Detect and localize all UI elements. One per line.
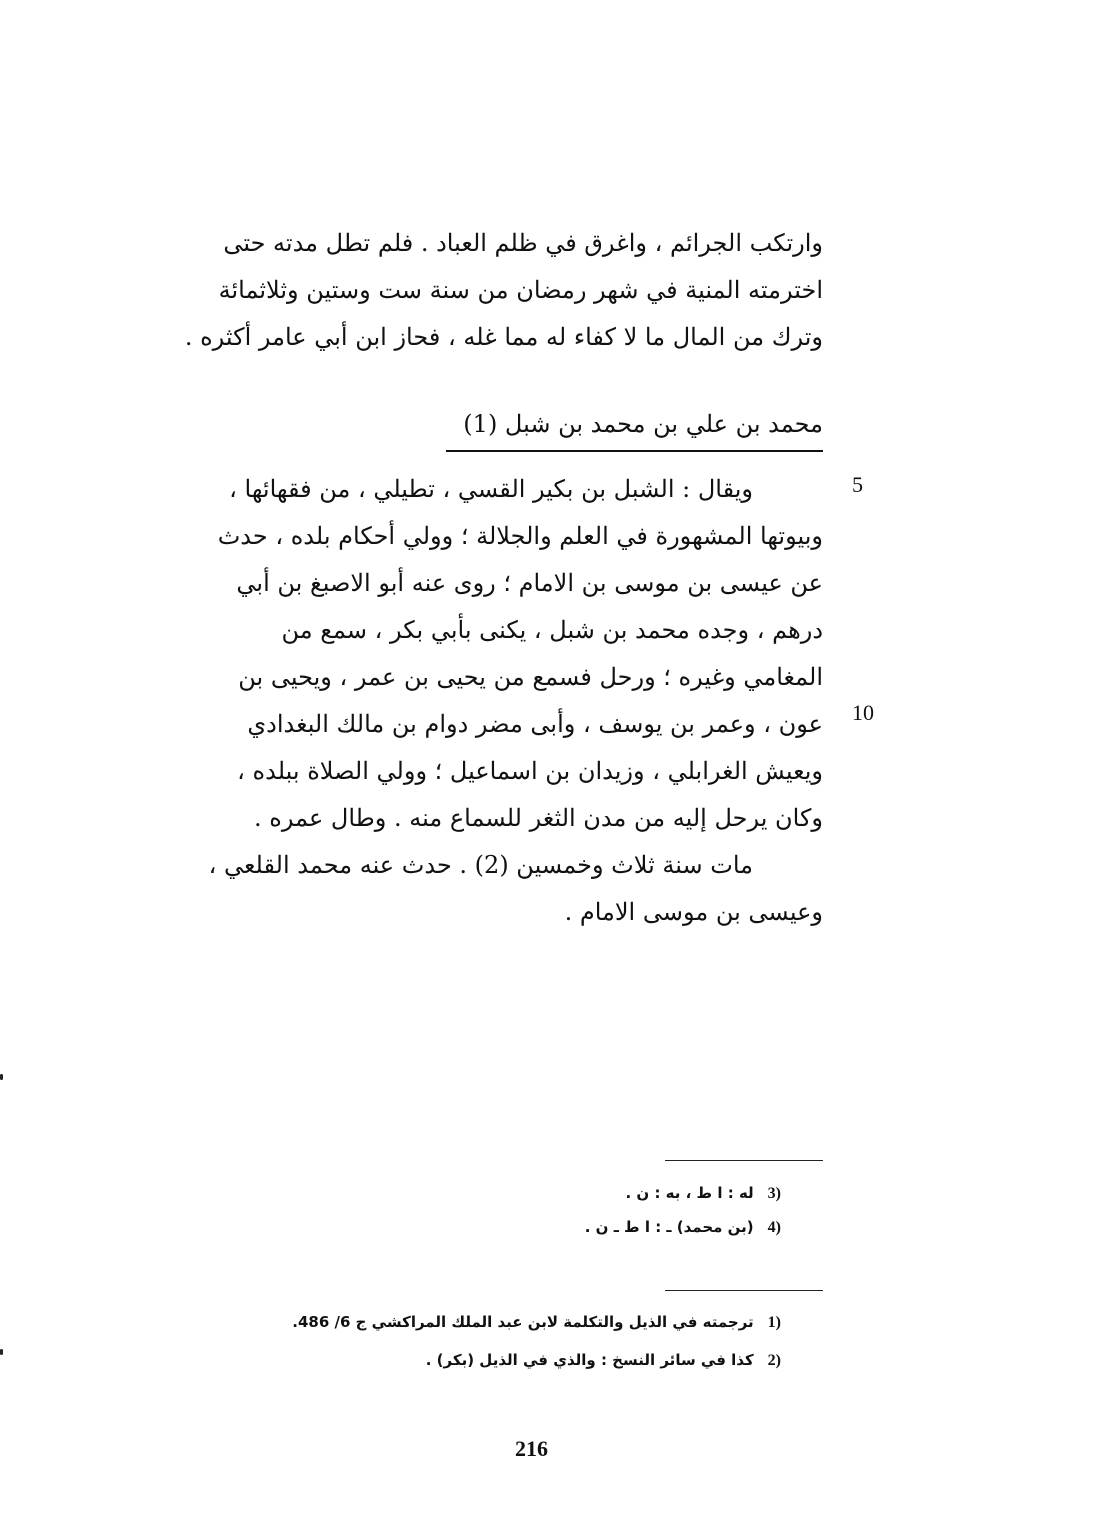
text-line: وبيوتها المشهورة في العلم والجلالة ؛ وولي أحكام بلده ، حدث [217, 522, 823, 550]
footnote-2 [426, 1345, 781, 1376]
footnote-4 [585, 1212, 781, 1243]
line-number-5: 5 [852, 472, 863, 497]
text-line: مات سنة ثلاث وخمسين (2) . حدث عنه محمد القلعي ، [208, 851, 753, 879]
text-line: عون ، وعمر بن يوسف ، وأبى مضر دوام بن مالك البغدادي [247, 710, 823, 738]
entry-heading: محمد بن علي بن محمد بن شبل (1) [463, 410, 823, 438]
intro-paragraph [184, 220, 823, 361]
footnote-3 [626, 1178, 781, 1209]
footnote-text: (بن محمد) ـ : ا ط ـ ن . [584, 1218, 754, 1236]
footnote-number: (4 [767, 1219, 781, 1236]
footnote-separator [665, 1160, 823, 1161]
text-line: وعيسى بن موسى الامام . [564, 898, 823, 926]
biography-paragraph-2 [188, 842, 823, 936]
footnote-1 [292, 1307, 781, 1338]
text-line: عن عيسى بن موسى بن الامام ؛ روى عنه أبو الاصبغ بن أبي [236, 569, 823, 597]
text-line: وترك من المال ما لا كفاء له مما غله ، فحاز ابن أبي عامر أكثره . [184, 323, 823, 351]
text-line: وارتكب الجرائم ، واغرق في ظلم العباد . فلم تطل مدته حتى [223, 229, 823, 257]
scan-mark [0, 1349, 3, 1355]
footnote-separator [665, 1290, 823, 1291]
text-line: اخترمته المنية في شهر رمضان من سنة ست وستين وثلاثمائة [218, 276, 823, 304]
biography-text [188, 466, 823, 936]
footnote-number: (3 [767, 1185, 781, 1202]
scan-mark [0, 1074, 3, 1080]
text-line: ويقال : الشبل بن بكير القسي ، تطيلي ، من فقهائها ، [229, 475, 753, 503]
biography-paragraph-1 [188, 466, 823, 842]
heading-underline [446, 450, 823, 452]
text-line: ويعيش الغرابلي ، وزيدان بن اسماعيل ؛ وولي الصلاة ببلده ، [237, 757, 823, 785]
page-number: 216 [515, 1436, 548, 1461]
text-line: وكان يرحل إليه من مدن الثغر للسماع منه . وطال عمره . [254, 804, 823, 832]
text-line: المغامي وغيره ؛ ورحل فسمع من يحيى بن عمر ، ويحيى بن [238, 663, 823, 691]
footnote-text: كذا في سائر النسخ : والذي في الذيل (بكر) . [425, 1351, 754, 1369]
footnote-text: ترجمته في الذيل والتكلمة لابن عبد الملك المراكشي ج 6/ 486. [292, 1313, 754, 1331]
footnote-text: له : ا ط ، به : ن . [625, 1184, 754, 1202]
footnote-number: (1 [767, 1314, 781, 1331]
line-number-10: 10 [852, 700, 874, 725]
footnote-number: (2 [767, 1352, 781, 1369]
text-line: درهم ، وجده محمد بن شبل ، يكنى بأبي بكر ، سمع من [281, 616, 823, 644]
